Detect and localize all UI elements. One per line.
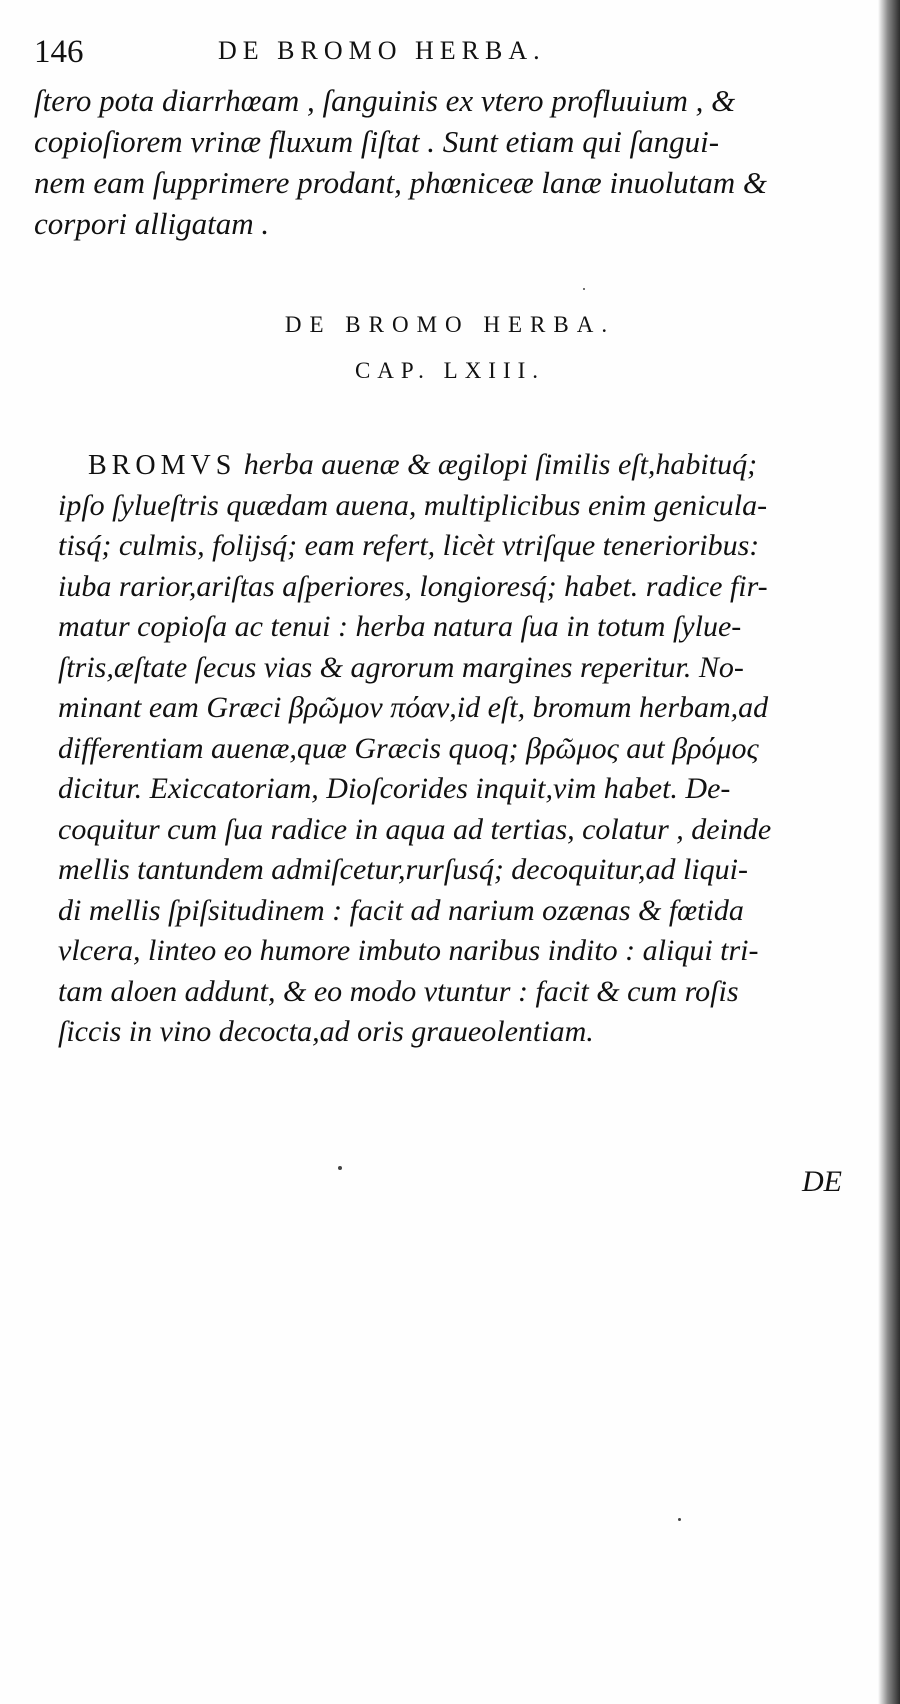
chapter-title: DE BROMO HERBA.: [284, 312, 616, 337]
text-line: minant eam Græci βρῶμον πόαν,id eſt, bromum herbam,ad: [58, 691, 769, 724]
text-line: copioſiorem vrinæ fluxum ſiſtat . Sunt etiam qui ſangui-: [34, 124, 720, 159]
chapter-opener: BROMVS: [88, 450, 237, 481]
page-number: 146: [34, 34, 84, 70]
running-head: DE BROMO HERBA.: [218, 36, 546, 65]
text-line: ipſo ſylueſtris quædam auena, multiplicibus enim genicula-: [58, 488, 768, 522]
text-line-first: [58, 445, 868, 486]
text-line: iuba rarior,ariſtas aſperiores, longioresq́; habet. radice fir-: [58, 569, 768, 603]
text-line: corpori alligatam .: [34, 206, 270, 241]
chapter-paragraph: [58, 445, 868, 1053]
chapter-number: CAP. LXIII.: [354, 358, 546, 383]
text-line: nem eam ſupprimere prodant, phœniceæ lanæ inuolutam &: [34, 165, 768, 200]
text-line: di mellis ſpiſsitudinem : facit ad narium ozænas & fœtida: [58, 893, 744, 927]
ink-speck: [583, 288, 585, 290]
text-line: coquitur cum ſua radice in aqua ad tertias, colatur , deinde: [58, 812, 772, 846]
ink-speck: [678, 1518, 681, 1521]
text-line: ſiccis in vino decocta,ad oris graueolentiam.: [58, 1015, 594, 1048]
binding-shadow: [878, 0, 900, 1704]
text-line: vlcera, linteo eo humore imbuto naribus indito : aliqui tri-: [58, 934, 759, 967]
text-line: differentiam auenæ,quæ Græcis quoq; βρῶμος aut βρόμος: [58, 731, 759, 765]
text-line: ſtero pota diarrhœam , ſanguinis ex vtero profluuium , &: [34, 83, 736, 118]
intro-paragraph: [34, 80, 864, 244]
page-header: [34, 30, 854, 80]
catchword: DE: [802, 1165, 842, 1198]
text-line: ſtris,æſtate ſecus vias & agrorum margines reperitur. No-: [58, 650, 744, 684]
first-line-rest: herba auenæ & ægilopi ſimilis eſt,habituq́;: [243, 448, 758, 481]
text-line: mellis tantundem admiſcetur,rurſusq́; decoquitur,ad liqui-: [58, 853, 748, 886]
text-line: tam aloen addunt, & eo modo vtuntur : facit & cum roſis: [58, 974, 739, 1008]
text-line: dicitur. Exiccatoriam, Dioſcorides inquit,vim habet. De-: [58, 772, 731, 805]
ink-speck: [338, 1166, 342, 1170]
text-line: tisq́; culmis, folijsq́; eam refert, licèt vtriſque tenerioribus:: [58, 529, 760, 562]
text-line: matur copioſa ac tenui : herba natura ſua in totum ſylue-: [58, 610, 742, 643]
